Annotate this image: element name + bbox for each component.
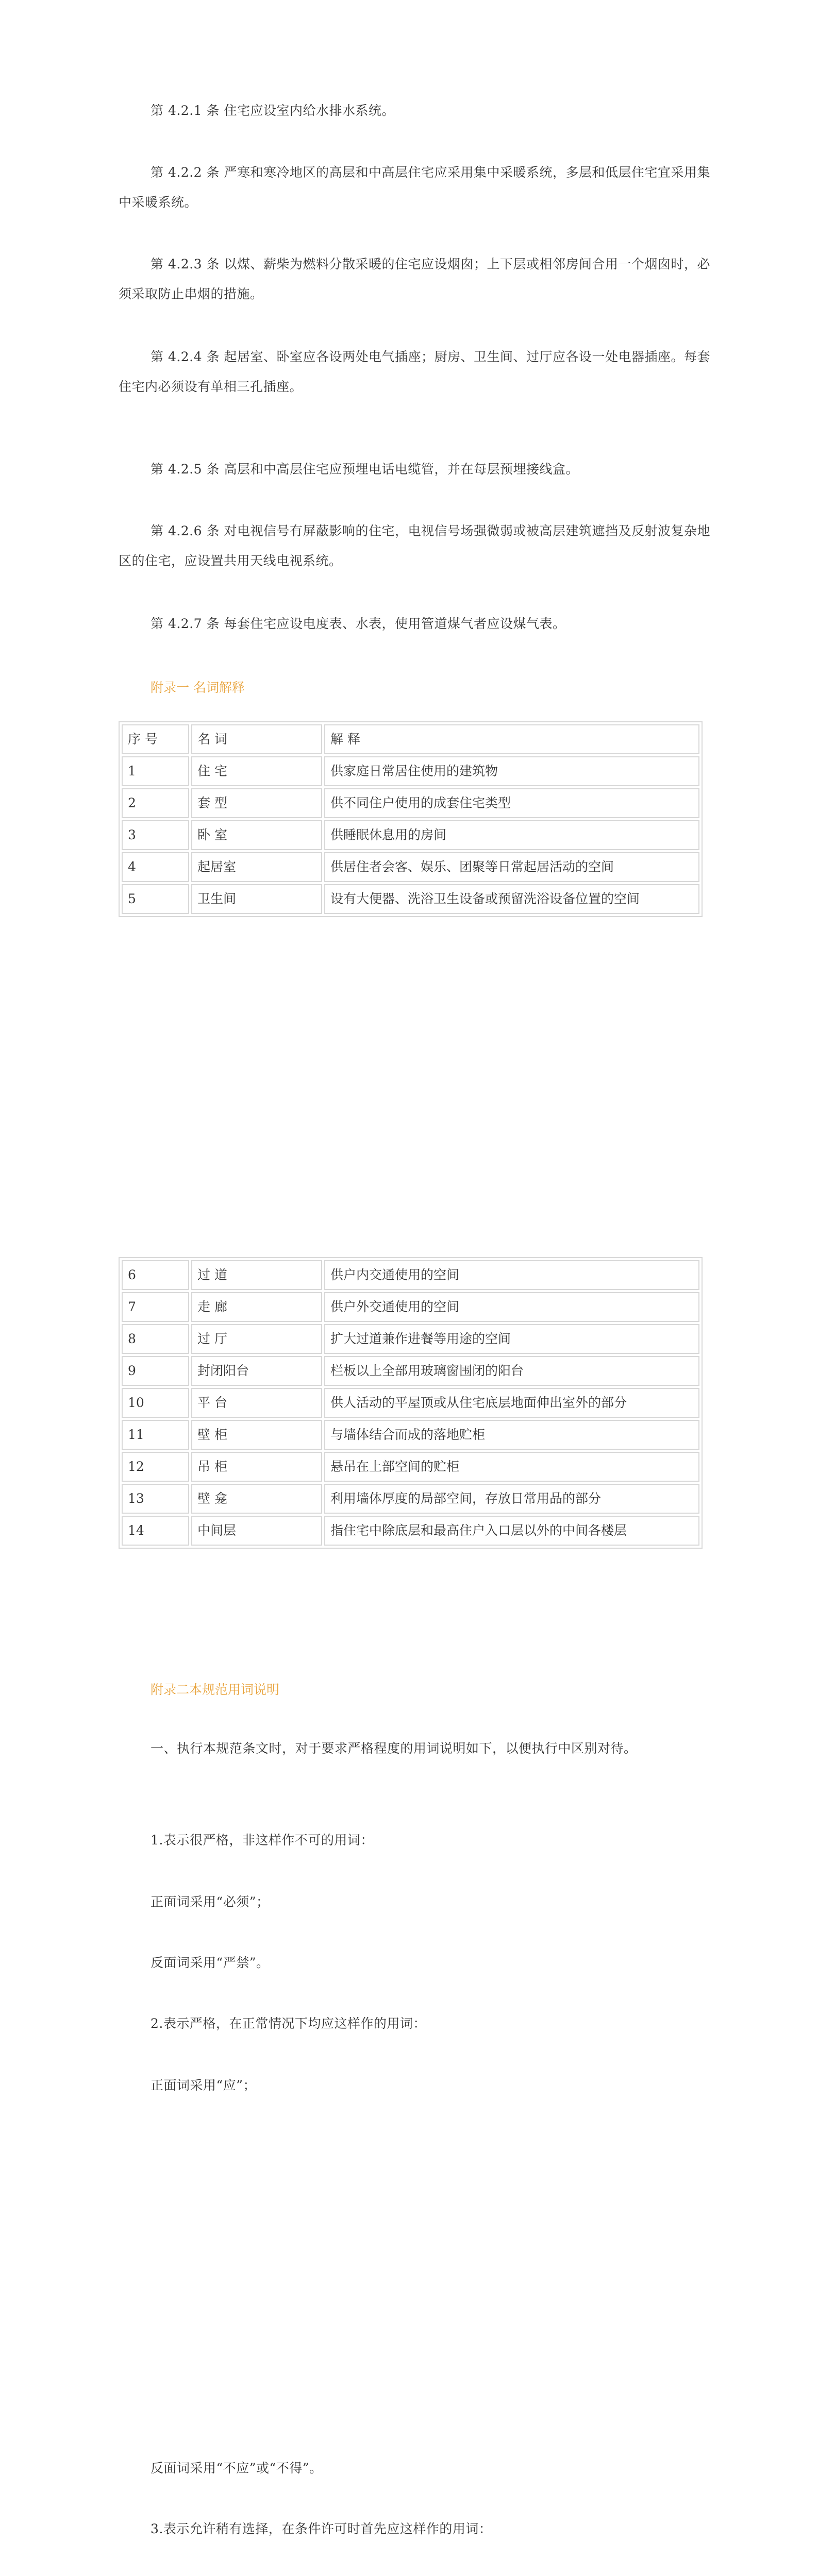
table-row xyxy=(122,1452,699,1482)
appendix2-item1-heading: 1.表示很严格，非这样作不可的用词： xyxy=(151,1833,374,1848)
header-index: 序 号 xyxy=(122,724,189,754)
row-explanation: 扩大过道兼作进餐等用途的空间 xyxy=(324,1324,699,1354)
article-4-2-2: 第 4.2.2 条 严寒和寒冷地区的高层和中高层住宅应采用集中采暖系统，多层和低层住宅宜采用集中采暖系统。 xyxy=(119,165,710,210)
row-explanation: 供户外交通使用的空间 xyxy=(324,1292,699,1322)
row-index: 6 xyxy=(122,1260,189,1290)
row-term: 套 型 xyxy=(191,788,322,818)
row-term: 卧 室 xyxy=(191,820,322,850)
row-explanation: 悬吊在上部空间的贮柜 xyxy=(324,1452,699,1482)
terms-table-part1 xyxy=(119,721,703,917)
row-index: 11 xyxy=(122,1420,189,1450)
article-4-2-1: 第 4.2.1 条 住宅应设室内给水排水系统。 xyxy=(151,103,395,118)
row-index: 12 xyxy=(122,1452,189,1482)
row-term: 壁 龛 xyxy=(191,1484,322,1514)
row-explanation: 栏板以上全部用玻璃窗围闭的阳台 xyxy=(324,1356,699,1386)
row-explanation: 供睡眠休息用的房间 xyxy=(324,820,699,850)
row-term: 住 宅 xyxy=(191,756,322,786)
row-term: 卫生间 xyxy=(191,884,322,914)
table-row xyxy=(122,1388,699,1418)
table-row xyxy=(122,852,699,882)
article-4-2-6: 第 4.2.6 条 对电视信号有屏蔽影响的住宅，电视信号场强微弱或被高层建筑遮挡及反射波复杂地区的住宅，应设置共用天线电视系统。 xyxy=(119,523,710,568)
table-row xyxy=(122,1484,699,1514)
table-row xyxy=(122,1516,699,1546)
row-term: 过 厅 xyxy=(191,1324,322,1354)
appendix2-item1-negative: 反面词采用“严禁”。 xyxy=(151,1955,270,1970)
appendix2-item2-positive: 正面词采用“应”； xyxy=(151,2078,257,2093)
header-explanation: 解 释 xyxy=(324,724,699,754)
article-4-2-7: 第 4.2.7 条 每套住宅应设电度表、水表，使用管道煤气者应设煤气表。 xyxy=(151,616,566,631)
row-term: 过 道 xyxy=(191,1260,322,1290)
row-explanation: 供人活动的平屋顶或从住宅底层地面伸出室外的部分 xyxy=(324,1388,699,1418)
appendix2-item1-positive: 正面词采用“必须”； xyxy=(151,1894,270,1909)
appendix2-item3-heading: 3.表示允许稍有选择，在条件许可时首先应这样作的用词： xyxy=(151,2521,492,2536)
row-term: 平 台 xyxy=(191,1388,322,1418)
row-explanation: 供居住者会客、娱乐、团聚等日常起居活动的空间 xyxy=(324,852,699,882)
header-term: 名 词 xyxy=(191,724,322,754)
row-explanation: 指住宅中除底层和最高住户入口层以外的中间各楼层 xyxy=(324,1516,699,1546)
row-explanation: 供户内交通使用的空间 xyxy=(324,1260,699,1290)
row-index: 7 xyxy=(122,1292,189,1322)
appendix1-title: 附录一 名词解释 xyxy=(151,680,245,695)
table-row xyxy=(122,1292,699,1322)
row-term: 走 廊 xyxy=(191,1292,322,1322)
table-row xyxy=(122,788,699,818)
row-explanation: 利用墙体厚度的局部空间，存放日常用品的部分 xyxy=(324,1484,699,1514)
row-index: 3 xyxy=(122,820,189,850)
row-explanation: 与墙体结合而成的落地贮柜 xyxy=(324,1420,699,1450)
row-index: 4 xyxy=(122,852,189,882)
row-index: 1 xyxy=(122,756,189,786)
appendix2-item2-negative: 反面词采用“不应”或“不得”。 xyxy=(151,2461,323,2476)
table-row xyxy=(122,820,699,850)
row-term: 壁 柜 xyxy=(191,1420,322,1450)
table-row xyxy=(122,1260,699,1290)
row-explanation: 设有大便器、洗浴卫生设备或预留洗浴设备位置的空间 xyxy=(324,884,699,914)
row-index: 5 xyxy=(122,884,189,914)
table-row xyxy=(122,1420,699,1450)
appendix2-item2-heading: 2.表示严格，在正常情况下均应这样作的用词： xyxy=(151,2016,426,2031)
article-4-2-3: 第 4.2.3 条 以煤、薪柴为燃料分散采暖的住宅应设烟囱；上下层或相邻房间合用一个烟囱时，必须采取防止串烟的措施。 xyxy=(119,257,710,301)
table-row xyxy=(122,1324,699,1354)
row-index: 8 xyxy=(122,1324,189,1354)
row-index: 2 xyxy=(122,788,189,818)
row-index: 13 xyxy=(122,1484,189,1514)
article-4-2-5: 第 4.2.5 条 高层和中高层住宅应预埋电话电缆管，并在每层预埋接线盒。 xyxy=(151,462,579,477)
terms-table-part2 xyxy=(119,1257,703,1549)
row-term: 封闭阳台 xyxy=(191,1356,322,1386)
row-explanation: 供家庭日常居住使用的建筑物 xyxy=(324,756,699,786)
row-term: 中间层 xyxy=(191,1516,322,1546)
row-index: 14 xyxy=(122,1516,189,1546)
article-4-2-4: 第 4.2.4 条 起居室、卧室应各设两处电气插座；厨房、卫生间、过厅应各设一处电器插座。每套住宅内必须设有单相三孔插座。 xyxy=(119,349,710,394)
row-index: 10 xyxy=(122,1388,189,1418)
table-header-row xyxy=(122,724,699,754)
appendix2-intro: 一、执行本规范条文时，对于要求严格程度的用词说明如下，以便执行中区别对待。 xyxy=(151,1741,637,1756)
table-row xyxy=(122,756,699,786)
row-term: 起居室 xyxy=(191,852,322,882)
table-row xyxy=(122,1356,699,1386)
appendix2-title: 附录二本规范用词说明 xyxy=(151,1682,280,1697)
row-index: 9 xyxy=(122,1356,189,1386)
row-explanation: 供不同住户使用的成套住宅类型 xyxy=(324,788,699,818)
table-row xyxy=(122,884,699,914)
row-term: 吊 柜 xyxy=(191,1452,322,1482)
